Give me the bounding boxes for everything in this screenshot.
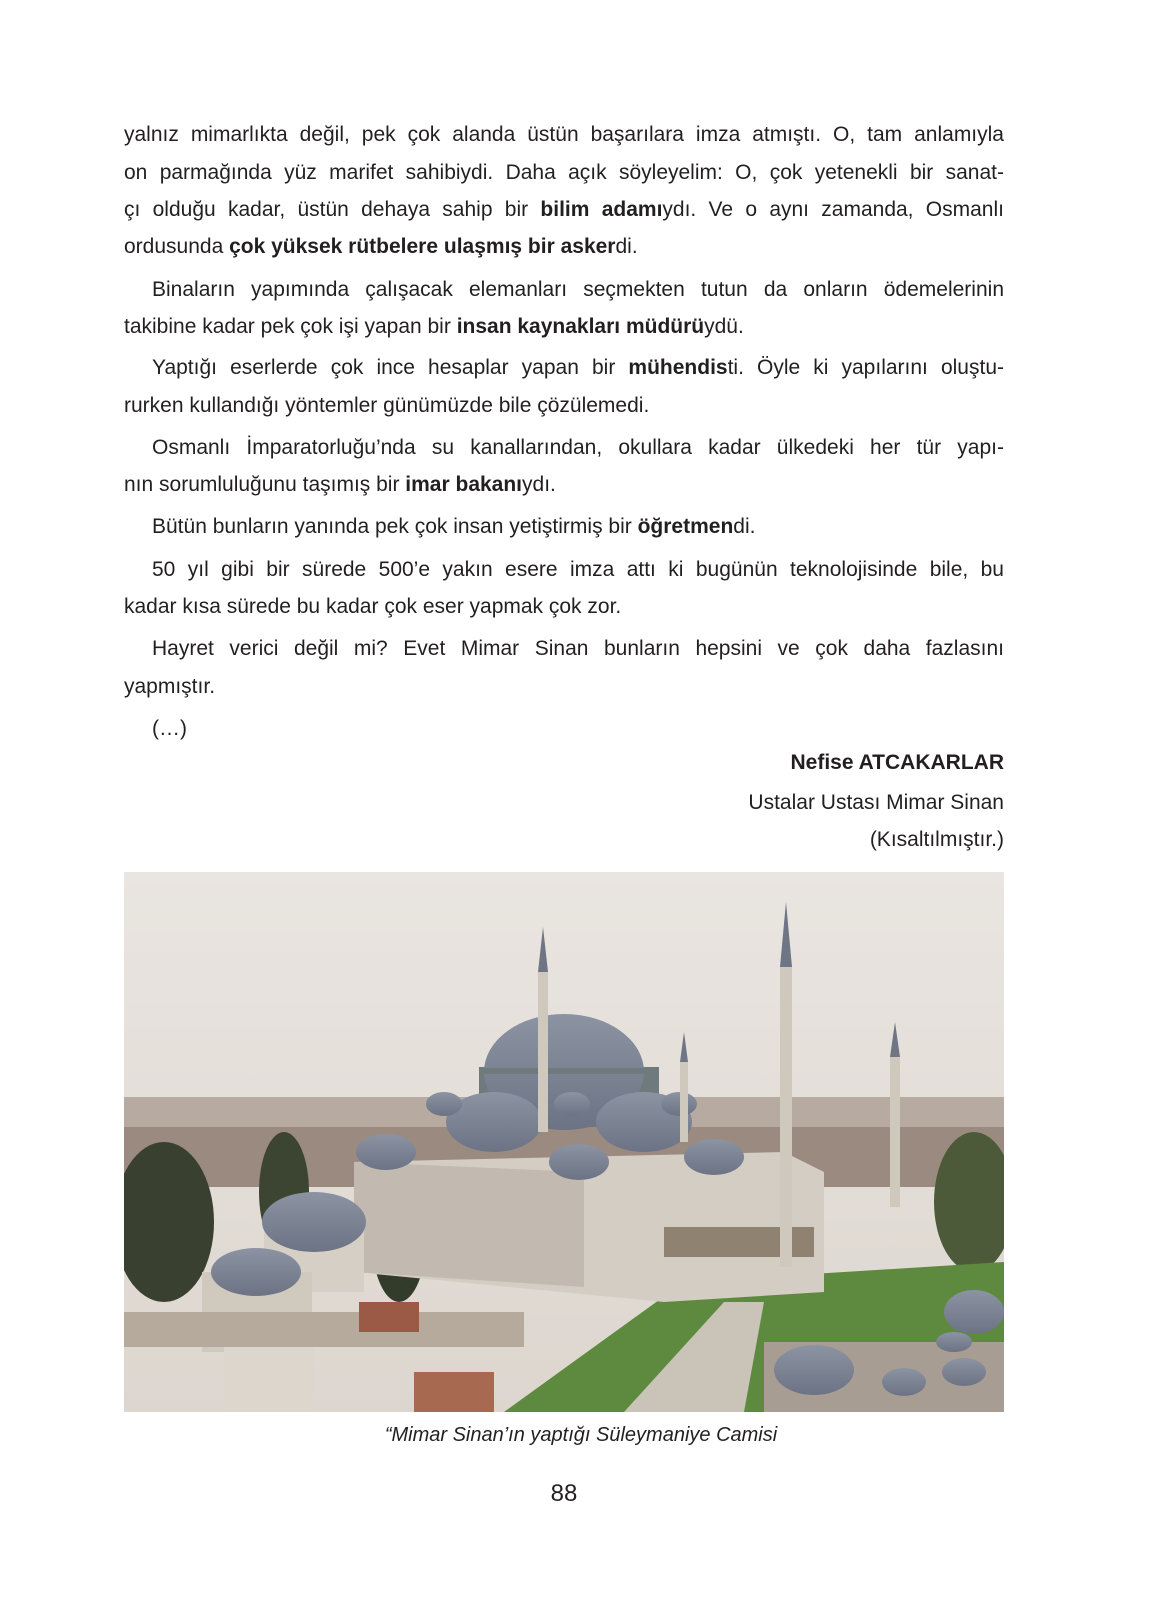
text-line <box>124 392 1004 420</box>
text-segment: takibine kadar pek çok işi yapan bir <box>124 315 457 338</box>
text-segment: kadar kısa sürede bu kadar çok eser yapmak çok zor. <box>124 595 622 618</box>
text-segment: Hayret verici değil mi? Evet Mimar Sinan bunların hepsini ve çok daha fazlasını <box>152 637 1004 660</box>
text-line <box>152 556 1004 584</box>
text-segment: nın sorumluluğunu taşımış bir <box>124 473 406 496</box>
text-line <box>124 196 1004 224</box>
text-line <box>152 513 1004 541</box>
text-line <box>152 354 1004 382</box>
text-line <box>152 434 1004 462</box>
book-title: Ustalar Ustası Mimar Sinan <box>748 791 1004 814</box>
text-line <box>124 471 1004 499</box>
suleymaniye-mosque-photo <box>124 872 1004 1412</box>
text-segment: di. <box>615 235 638 258</box>
text-segment: 50 yıl gibi bir sürede 500’e yakın esere imza attı ki bugünün teknolojisinde bile, bu <box>152 558 1004 581</box>
text-segment: rurken kullandığı yöntemler günümüzde bile çözülemedi. <box>124 394 650 417</box>
abridged-note: (Kısaltılmıştır.) <box>869 828 1004 851</box>
bold-keyword: çok yüksek rütbelere ulaşmış bir asker <box>229 235 616 258</box>
text-line <box>152 635 1004 663</box>
bold-keyword: mühendis <box>628 356 728 379</box>
text-segment: ydı. <box>522 473 556 496</box>
bold-keyword: bilim adamı <box>540 198 663 221</box>
text-line <box>124 159 1004 187</box>
text-line <box>124 593 1004 621</box>
text-segment: yapmıştır. <box>124 675 216 698</box>
text-line <box>124 673 1004 701</box>
text-segment: yalnız mimarlıkta değil, pek çok alanda üstün başarılara imza atmıştı. O, tam anlamıyla <box>124 123 1004 146</box>
bold-keyword: insan kaynakları müdürü <box>456 315 705 338</box>
text-line <box>152 276 1004 304</box>
text-line <box>124 233 1004 261</box>
text-segment: (…) <box>152 717 187 740</box>
text-segment: Binaların yapımında çalışacak elemanları seçmekten tutun da onların ödemelerinin <box>152 278 1004 301</box>
text-segment: ydü. <box>704 315 744 338</box>
text-segment: Osmanlı İmparatorluğu’nda su kanallarından, okullara kadar ülkedeki her tür yapı- <box>152 436 1004 459</box>
text-segment: ti. Öyle ki yapılarını oluştu- <box>727 356 1004 379</box>
text-line <box>124 313 1004 341</box>
text-segment: ydı. Ve o aynı zamanda, Osmanlı <box>662 198 1004 221</box>
figure-caption: “Mimar Sinan’ın yaptığı Süleymaniye Camisi <box>384 1424 778 1446</box>
text-line <box>152 715 1004 743</box>
text-segment: Yaptığı eserlerde çok ince hesaplar yapan bir <box>152 356 629 379</box>
text-line <box>124 121 1004 149</box>
bold-keyword: imar bakanı <box>405 473 523 496</box>
text-segment: ordusunda <box>124 235 230 258</box>
text-segment: di. <box>733 515 756 538</box>
text-segment: çı olduğu kadar, üstün dehaya sahip bir <box>124 198 541 221</box>
text-segment: Bütün bunların yanında pek çok insan yetiştirmiş bir <box>152 515 638 538</box>
author-name: Nefise ATCAKARLAR <box>790 751 1004 774</box>
text-segment: on parmağında yüz marifet sahibiydi. Daha açık söyleyelim: O, çok yetenekli bir sanat- <box>124 161 1004 184</box>
page-number: 88 <box>550 1480 578 1507</box>
bold-keyword: öğretmen <box>637 515 734 538</box>
